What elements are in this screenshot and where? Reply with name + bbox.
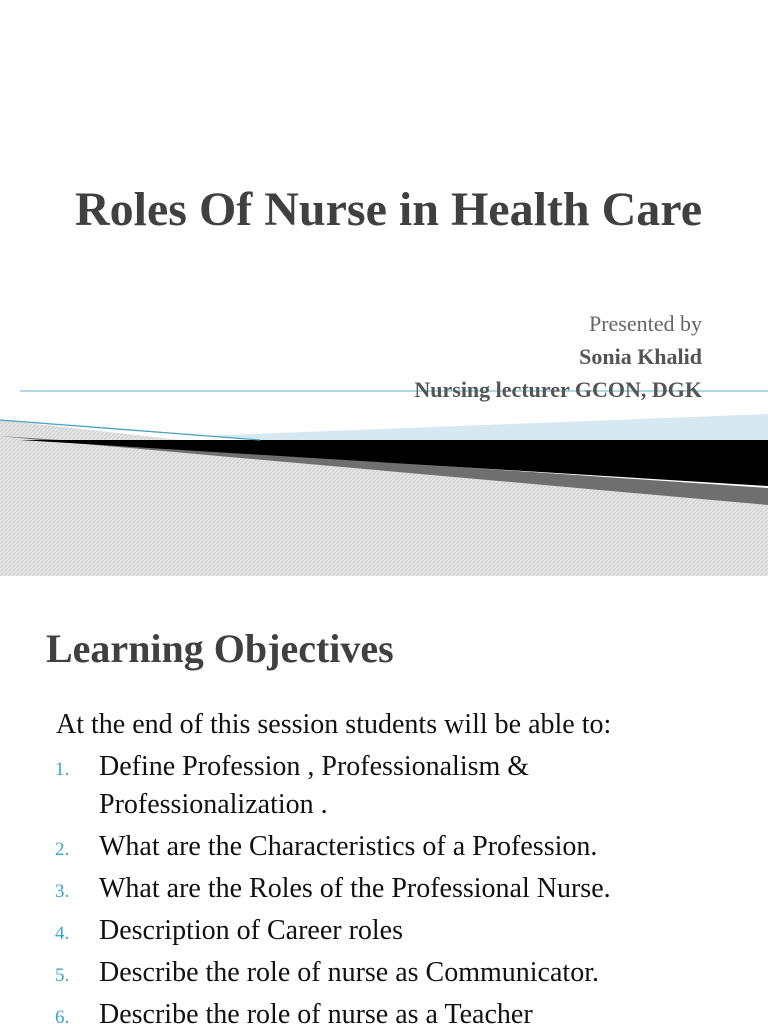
- subtitle-block: [62, 308, 702, 373]
- list-item-number: 6.: [55, 1007, 70, 1024]
- list-item-number: 2.: [55, 839, 70, 860]
- list-item: [0, 748, 768, 824]
- slide-title: Roles Of Nurse in Health Care: [74, 183, 702, 236]
- list-item: [0, 954, 768, 992]
- list-item-text: Description of Career roles: [99, 915, 403, 946]
- objectives-heading: Learning Objectives: [46, 626, 394, 671]
- list-item-text: Describe the role of nurse as a Teacher: [99, 999, 533, 1024]
- objectives-list: [0, 748, 768, 1024]
- list-item: [0, 912, 768, 950]
- list-item-number: 4.: [55, 923, 70, 944]
- list-item: [0, 870, 768, 908]
- list-item-number: 3.: [55, 881, 70, 902]
- objectives-slide: [0, 576, 768, 1024]
- presenter-name: Sonia Khalid: [579, 344, 702, 369]
- list-item-number: 1.: [55, 759, 70, 780]
- list-item-number: 5.: [55, 965, 70, 986]
- list-item: [0, 828, 768, 866]
- list-item-text: What are the Characteristics of a Profession.: [99, 831, 598, 862]
- list-item: [0, 996, 768, 1024]
- affiliation-block: [62, 373, 702, 406]
- presenter-affiliation: Nursing lecturer GCON, DGK: [414, 377, 702, 402]
- list-item-text: What are the Roles of the Professional Nurse.: [99, 873, 611, 904]
- list-item-text: Define Profession , Professionalism & Professionalization .: [99, 751, 530, 820]
- list-item-text: Describe the role of nurse as Communicator.: [99, 957, 599, 988]
- objectives-intro: At the end of this session students will be able to:: [56, 709, 612, 740]
- presented-by-label: Presented by: [588, 311, 702, 336]
